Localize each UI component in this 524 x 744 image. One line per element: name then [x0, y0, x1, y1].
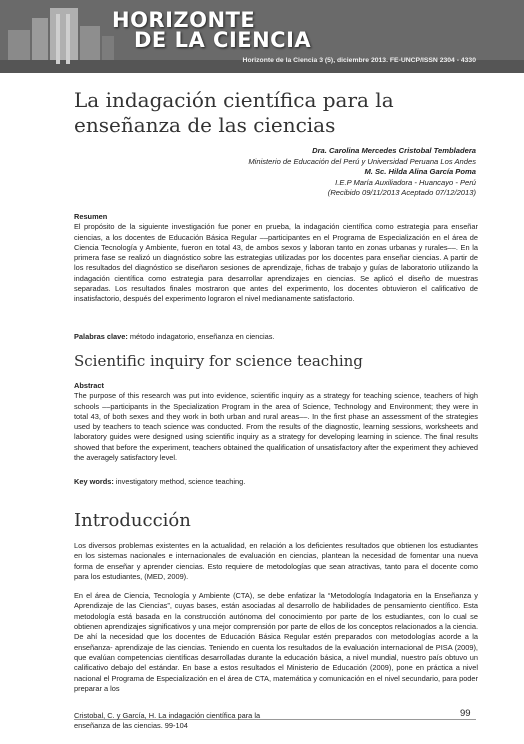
- intro-paragraph-2: En el área de Ciencia, Tecnología y Ambiente (CTA), se debe enfatizar la “Metodología Indagatoria en la Enseñanza y Aprendizaje de las Ciencias”, cuyas bases, están asociadas al desarrollo de habilidades de pensamiento científico. Esta metodología está basada en la construcción autónoma del conocimiento por parte de los estudiantes, con lo cual se obtienen aprendizajes significativos y una mejor comprensión por parte de ellos de los conceptos relacionados a la ciencia. De ahí la necesidad que los docentes de Educación Básica Regular estén preparados con metodologías acorde a la enseñanza- aprendizaje de las ciencias. Teniendo en cuenta los resultados de la evaluación internacional de PISA (2009), que evalúan competencias científicas desarrolladas durante la educación básica, a nivel mundial, nuestro país obtuvo un calificativo debajo del estándar. En base a estos resultados el Ministerio de Educación (2009), pone en práctica a nivel nacional el Programa de Especialización en el área de CTA, matemática y comunicación en el nivel secundario, para poder preparar a los: [74, 591, 478, 693]
- journal-meta: Horizonte de la Ciencia 3 (5), diciembre 2013. FE-UNCP/ISSN 2304 - 4330: [242, 57, 476, 64]
- abstract-text: The purpose of this research was put into evidence, scientific inquiry as a strategy for teaching science, teachers of high schools ––participants in the Specialization Program in the area of Science, Technology and Environment; they were in total 43, of both sexes and they work in both urban and rural areas––. In the first phase an assessment of the strategies used by teachers to teach science was conducted. From the results of the diagnostic, learning sessions, worksheets and laboratory guides were designed using scientific inquiry as a strategy for developing learning in science. The final results showed that before the experiment, teachers obtained the qualification of unsatisfactory after the experiment they achieved the averagely satisfactory level.: [74, 391, 478, 463]
- resumen-label: Resumen: [74, 212, 108, 221]
- footer-citation: [74, 711, 260, 731]
- intro-body: [74, 541, 478, 703]
- author-2-name: M. Sc. Hilda Alina García Poma: [364, 167, 476, 176]
- keywords-es: método indagatorio, enseñanza en ciencias.: [129, 332, 275, 341]
- english-title: Scientific inquiry for science teaching: [74, 352, 363, 370]
- journal-title-line2: DE LA CIENCIA: [134, 28, 312, 52]
- author-1-affiliation: Ministerio de Educación del Perú y Universidad Peruana Los Andes: [248, 156, 476, 166]
- keywords-label-en: Key words:: [74, 477, 114, 486]
- intro-heading: Introducción: [74, 510, 191, 531]
- journal-title: [112, 10, 311, 50]
- keywords-en: investigatory method, science teaching.: [115, 477, 246, 486]
- resumen-text: El propósito de la siguiente investigación fue poner en prueba, la indagación científica como estrategia para enseñar ciencias, a los docentes de Educación Básica Regular ––participantes en el Programa de Especialización en el área de Ciencia Tecnología y Ambiente, fueron en total 43, de ambos sexos y laboran tanto en zonas urbanas y rurales––. En la primera fase se realizó un diagnóstico sobre las estrategias utilizadas por los docentes para enseñar ciencias. A partir de los resultados del diagnóstico se diseñaron sesiones de aprendizaje, fichas de trabajo y guías de laboratorio utilizando la indagación científica como estrategia para desarrollar aprendizajes en ciencias. Se aplicó el diseño de muestras separadas. Los resultados finales mostraron que antes del experimento, los docentes obtuvieron el calificativo de insatisfactorio, después del experimento lograron el nivel medianamente satisfactorio.: [74, 222, 478, 304]
- abstract-label: Abstract: [74, 381, 104, 390]
- keywords-label-es: Palabras clave:: [74, 332, 128, 341]
- intro-paragraph-1: Los diversos problemas existentes en la actualidad, en relación a los deficientes resultados que obtienen los estudiantes en los sistemas nacionales e internacionales de evaluación en ciencias, plantean la necesidad de fomentar una nueva forma de enseñar y aprender ciencias. Esto requiere de metodologías que sean atractivas, tanto para el docente como para los estudiantes, (MED, 2009).: [74, 541, 478, 581]
- citation-line-1: Cristobal, C. y García, H. La indagación científica para la: [74, 711, 261, 720]
- journal-title-line1: HORIZONTE: [112, 8, 256, 32]
- author-1-name: Dra. Carolina Mercedes Cristobal Tembladera: [312, 146, 476, 155]
- article-title: La indagación científica para la enseñanza de las ciencias: [74, 88, 394, 137]
- journal-banner: [0, 0, 524, 73]
- page-number: 99: [460, 708, 471, 719]
- received-dates: (Recibido 09/11/2013 Aceptado 07/12/2013): [327, 188, 476, 197]
- key-words: [74, 477, 478, 487]
- resumen-section: [74, 212, 478, 305]
- citation-line-2: enseñanza de las ciencias. 99-104: [74, 721, 188, 730]
- author-block: [248, 146, 476, 199]
- palabras-clave: [74, 332, 478, 342]
- abstract-section: [74, 381, 478, 463]
- author-2-affiliation: I.E.P María Auxiliadora - Huancayo - Perú: [335, 177, 476, 187]
